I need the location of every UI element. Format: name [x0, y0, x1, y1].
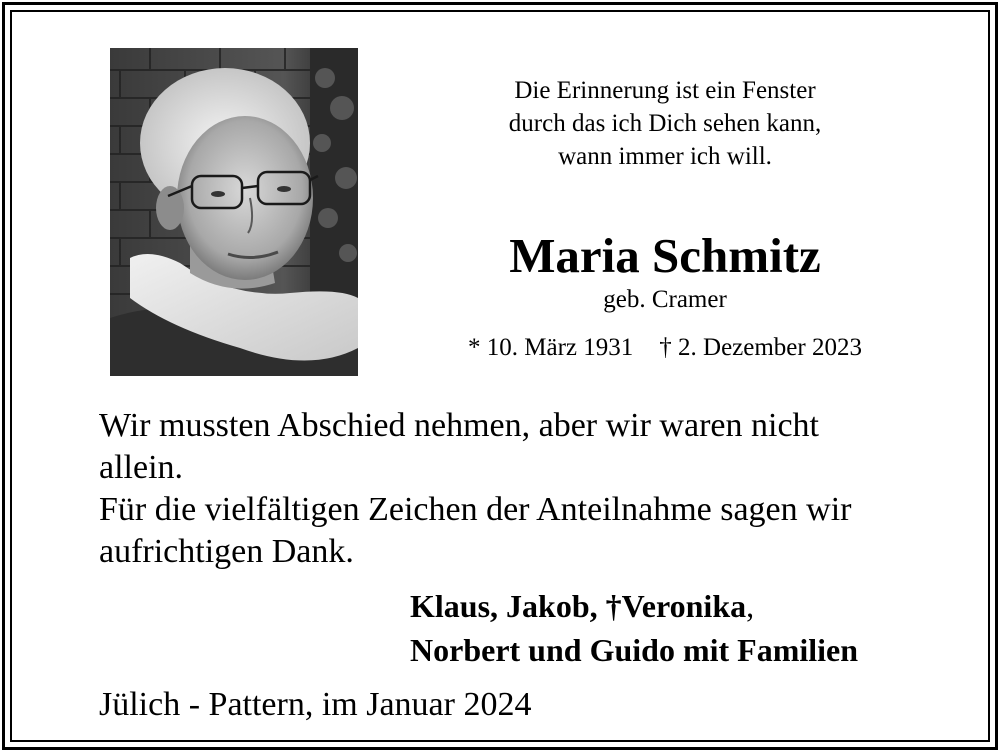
thank-you-message — [99, 405, 929, 573]
verse-line: durch das ich Dich sehen kann, — [508, 110, 822, 137]
memorial-verse — [440, 74, 890, 173]
place-and-date: Jülich - Pattern, im Januar 2024 — [99, 686, 532, 723]
message-line: Wir mussten Abschied nehmen, aber wir waren nicht — [99, 407, 819, 444]
family-signatories — [410, 584, 970, 672]
portrait-image — [110, 48, 358, 376]
message-line: allein. — [99, 449, 184, 486]
message-line: Für die vielfältigen Zeichen der Anteilnahme sagen wir — [99, 491, 852, 528]
signatory-line-2: Norbert und Guido mit Familien — [410, 632, 859, 668]
deceased-name: Maria Schmitz — [509, 228, 821, 283]
birth-date: * 10. März 1931 — [468, 334, 634, 361]
maiden-name: geb. Cramer — [603, 286, 727, 313]
signatory-line-1 — [410, 584, 970, 628]
life-dates — [440, 333, 890, 363]
message-line: aufrichtigen Dank. — [99, 533, 354, 570]
death-date: † 2. Dezember 2023 — [659, 334, 862, 361]
portrait-photo — [110, 48, 358, 376]
signatory-comma: , — [746, 588, 755, 624]
verse-line: wann immer ich will. — [558, 143, 772, 170]
verse-line: Die Erinnerung ist ein Fenster — [514, 77, 816, 104]
signatory-names: Klaus, Jakob, †Veronika — [410, 588, 747, 624]
